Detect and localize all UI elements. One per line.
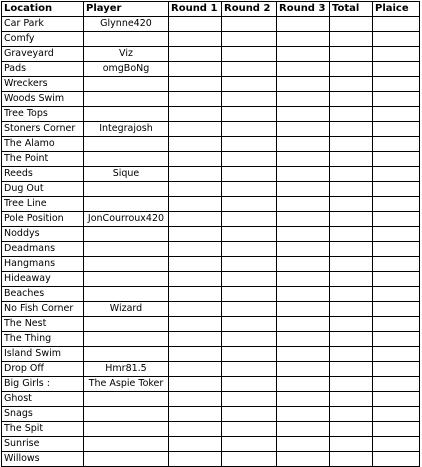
cell-location: Woods Swim: [2, 92, 84, 107]
cell-total: [330, 17, 373, 32]
cell-round-3: [277, 452, 330, 467]
cell-location: Graveyard: [2, 47, 84, 62]
cell-player: Sique: [84, 167, 169, 182]
cell-player: [84, 77, 169, 92]
header-round-1: Round 1: [169, 2, 222, 17]
table-row: [2, 77, 420, 92]
header-plaice: Plaice: [373, 2, 420, 17]
cell-player: [84, 287, 169, 302]
cell-plaice: [373, 347, 420, 362]
table-row: [2, 197, 420, 212]
table-row: [2, 332, 420, 347]
cell-location: Ghost: [2, 392, 84, 407]
cell-round-2: [222, 197, 277, 212]
cell-plaice: [373, 452, 420, 467]
cell-player: [84, 272, 169, 287]
cell-plaice: [373, 92, 420, 107]
cell-plaice: [373, 212, 420, 227]
cell-round-1: [169, 377, 222, 392]
cell-plaice: [373, 197, 420, 212]
cell-round-1: [169, 317, 222, 332]
cell-round-2: [222, 362, 277, 377]
header-round-3: Round 3: [277, 2, 330, 17]
cell-round-2: [222, 377, 277, 392]
cell-round-1: [169, 422, 222, 437]
cell-round-1: [169, 77, 222, 92]
cell-round-2: [222, 302, 277, 317]
cell-round-1: [169, 122, 222, 137]
cell-round-2: [222, 272, 277, 287]
cell-location: The Alamo: [2, 137, 84, 152]
cell-round-2: [222, 137, 277, 152]
cell-round-3: [277, 92, 330, 107]
cell-total: [330, 377, 373, 392]
cell-round-2: [222, 287, 277, 302]
cell-round-1: [169, 152, 222, 167]
cell-location: Noddys: [2, 227, 84, 242]
table-row: [2, 362, 420, 377]
cell-round-1: [169, 17, 222, 32]
cell-player: [84, 257, 169, 272]
cell-round-2: [222, 167, 277, 182]
cell-player: The Aspie Toker: [84, 377, 169, 392]
cell-round-1: [169, 272, 222, 287]
cell-round-1: [169, 212, 222, 227]
cell-plaice: [373, 302, 420, 317]
cell-round-3: [277, 122, 330, 137]
cell-plaice: [373, 422, 420, 437]
cell-plaice: [373, 377, 420, 392]
cell-round-1: [169, 227, 222, 242]
cell-total: [330, 92, 373, 107]
cell-total: [330, 437, 373, 452]
table-row: [2, 17, 420, 32]
cell-round-2: [222, 212, 277, 227]
cell-round-3: [277, 227, 330, 242]
cell-round-1: [169, 32, 222, 47]
cell-round-3: [277, 422, 330, 437]
cell-round-3: [277, 287, 330, 302]
cell-round-2: [222, 227, 277, 242]
cell-total: [330, 407, 373, 422]
cell-round-1: [169, 302, 222, 317]
table-row: [2, 62, 420, 77]
cell-total: [330, 302, 373, 317]
table-row: [2, 152, 420, 167]
cell-location: Hideaway: [2, 272, 84, 287]
cell-location: Tree Tops: [2, 107, 84, 122]
table-row: [2, 422, 420, 437]
cell-player: [84, 197, 169, 212]
cell-location: Beaches: [2, 287, 84, 302]
cell-total: [330, 47, 373, 62]
cell-round-1: [169, 182, 222, 197]
cell-player: [84, 422, 169, 437]
cell-plaice: [373, 107, 420, 122]
cell-round-1: [169, 242, 222, 257]
cell-plaice: [373, 77, 420, 92]
cell-plaice: [373, 182, 420, 197]
cell-player: [84, 227, 169, 242]
cell-player: [84, 152, 169, 167]
cell-round-3: [277, 332, 330, 347]
cell-round-3: [277, 257, 330, 272]
cell-round-1: [169, 197, 222, 212]
table-body: [2, 17, 420, 467]
cell-player: [84, 407, 169, 422]
header-round-2: Round 2: [222, 2, 277, 17]
cell-round-2: [222, 407, 277, 422]
table-row: [2, 212, 420, 227]
cell-round-1: [169, 452, 222, 467]
cell-round-2: [222, 317, 277, 332]
cell-round-3: [277, 17, 330, 32]
cell-total: [330, 227, 373, 242]
cell-round-3: [277, 32, 330, 47]
cell-plaice: [373, 47, 420, 62]
cell-player: [84, 452, 169, 467]
cell-round-1: [169, 62, 222, 77]
cell-player: Viz: [84, 47, 169, 62]
cell-total: [330, 287, 373, 302]
cell-plaice: [373, 227, 420, 242]
cell-location: Hangmans: [2, 257, 84, 272]
cell-location: The Point: [2, 152, 84, 167]
cell-location: The Nest: [2, 317, 84, 332]
cell-round-2: [222, 17, 277, 32]
table-row: [2, 452, 420, 467]
table-row: [2, 272, 420, 287]
cell-round-1: [169, 362, 222, 377]
cell-round-3: [277, 272, 330, 287]
cell-round-3: [277, 77, 330, 92]
cell-round-2: [222, 452, 277, 467]
cell-round-3: [277, 62, 330, 77]
cell-player: [84, 392, 169, 407]
cell-total: [330, 347, 373, 362]
cell-plaice: [373, 17, 420, 32]
cell-round-2: [222, 422, 277, 437]
cell-total: [330, 317, 373, 332]
cell-plaice: [373, 437, 420, 452]
table-row: [2, 407, 420, 422]
cell-total: [330, 77, 373, 92]
cell-location: Dug Out: [2, 182, 84, 197]
table-row: [2, 437, 420, 452]
cell-total: [330, 137, 373, 152]
table-row: [2, 122, 420, 137]
cell-round-3: [277, 212, 330, 227]
cell-location: Deadmans: [2, 242, 84, 257]
cell-round-2: [222, 347, 277, 362]
fishing-match-table: [1, 1, 420, 467]
cell-location: Car Park: [2, 17, 84, 32]
cell-total: [330, 362, 373, 377]
cell-location: The Spit: [2, 422, 84, 437]
cell-total: [330, 62, 373, 77]
cell-player: Wizard: [84, 302, 169, 317]
cell-total: [330, 257, 373, 272]
table-row: [2, 287, 420, 302]
table-row: [2, 182, 420, 197]
cell-player: omgBoNg: [84, 62, 169, 77]
table-row: [2, 137, 420, 152]
cell-round-2: [222, 437, 277, 452]
cell-round-2: [222, 92, 277, 107]
cell-round-1: [169, 347, 222, 362]
table-row: [2, 92, 420, 107]
cell-location: Big Girls :: [2, 377, 84, 392]
cell-round-3: [277, 302, 330, 317]
cell-player: [84, 107, 169, 122]
cell-plaice: [373, 152, 420, 167]
cell-player: [84, 332, 169, 347]
cell-round-3: [277, 407, 330, 422]
cell-total: [330, 212, 373, 227]
cell-total: [330, 272, 373, 287]
table-row: [2, 167, 420, 182]
cell-location: No Fish Corner: [2, 302, 84, 317]
cell-round-2: [222, 122, 277, 137]
cell-location: The Thing: [2, 332, 84, 347]
cell-location: Island Swim: [2, 347, 84, 362]
cell-location: Wreckers: [2, 77, 84, 92]
cell-round-3: [277, 167, 330, 182]
header-row: [2, 2, 420, 17]
cell-player: [84, 347, 169, 362]
cell-plaice: [373, 242, 420, 257]
cell-round-3: [277, 107, 330, 122]
cell-round-1: [169, 257, 222, 272]
cell-round-1: [169, 107, 222, 122]
cell-location: Comfy: [2, 32, 84, 47]
cell-player: Hmr81.5: [84, 362, 169, 377]
cell-round-1: [169, 392, 222, 407]
cell-player: Glynne420: [84, 17, 169, 32]
cell-round-3: [277, 182, 330, 197]
cell-location: Drop Off: [2, 362, 84, 377]
cell-plaice: [373, 137, 420, 152]
cell-plaice: [373, 332, 420, 347]
cell-total: [330, 242, 373, 257]
cell-plaice: [373, 122, 420, 137]
cell-total: [330, 422, 373, 437]
cell-round-2: [222, 392, 277, 407]
cell-round-3: [277, 197, 330, 212]
cell-round-3: [277, 392, 330, 407]
header-player: Player: [84, 2, 169, 17]
cell-plaice: [373, 257, 420, 272]
cell-plaice: [373, 362, 420, 377]
cell-round-2: [222, 257, 277, 272]
cell-round-2: [222, 47, 277, 62]
cell-location: Pads: [2, 62, 84, 77]
cell-location: Willows: [2, 452, 84, 467]
cell-player: Integrajosh: [84, 122, 169, 137]
cell-round-1: [169, 437, 222, 452]
cell-location: Snags: [2, 407, 84, 422]
cell-plaice: [373, 32, 420, 47]
cell-player: [84, 32, 169, 47]
table-row: [2, 107, 420, 122]
table-row: [2, 257, 420, 272]
cell-total: [330, 32, 373, 47]
cell-player: [84, 92, 169, 107]
table-row: [2, 47, 420, 62]
cell-location: Pole Position: [2, 212, 84, 227]
cell-total: [330, 392, 373, 407]
cell-round-1: [169, 92, 222, 107]
cell-round-1: [169, 47, 222, 62]
cell-round-3: [277, 377, 330, 392]
cell-total: [330, 152, 373, 167]
cell-round-3: [277, 47, 330, 62]
cell-total: [330, 122, 373, 137]
cell-round-1: [169, 332, 222, 347]
cell-round-3: [277, 437, 330, 452]
cell-round-3: [277, 137, 330, 152]
cell-round-1: [169, 287, 222, 302]
cell-player: [84, 437, 169, 452]
cell-round-3: [277, 347, 330, 362]
cell-round-2: [222, 152, 277, 167]
cell-plaice: [373, 287, 420, 302]
cell-location: Reeds: [2, 167, 84, 182]
cell-round-2: [222, 332, 277, 347]
cell-round-2: [222, 242, 277, 257]
cell-round-2: [222, 77, 277, 92]
table-row: [2, 227, 420, 242]
cell-total: [330, 167, 373, 182]
cell-player: [84, 137, 169, 152]
cell-round-3: [277, 362, 330, 377]
cell-round-2: [222, 32, 277, 47]
cell-round-1: [169, 407, 222, 422]
table-row: [2, 242, 420, 257]
cell-plaice: [373, 62, 420, 77]
cell-total: [330, 332, 373, 347]
cell-location: Tree Line: [2, 197, 84, 212]
table-row: [2, 32, 420, 47]
cell-player: [84, 242, 169, 257]
table-row: [2, 347, 420, 362]
cell-plaice: [373, 272, 420, 287]
cell-round-3: [277, 152, 330, 167]
table-row: [2, 317, 420, 332]
cell-total: [330, 107, 373, 122]
table-row: [2, 377, 420, 392]
cell-location: Sunrise: [2, 437, 84, 452]
cell-round-1: [169, 167, 222, 182]
cell-plaice: [373, 407, 420, 422]
header-location: Location: [2, 2, 84, 17]
header-total: Total: [330, 2, 373, 17]
cell-round-1: [169, 137, 222, 152]
cell-round-3: [277, 317, 330, 332]
cell-plaice: [373, 167, 420, 182]
table-row: [2, 392, 420, 407]
cell-round-2: [222, 182, 277, 197]
cell-round-3: [277, 242, 330, 257]
cell-plaice: [373, 317, 420, 332]
table-row: [2, 302, 420, 317]
cell-round-2: [222, 62, 277, 77]
cell-player: [84, 182, 169, 197]
cell-player: JonCourroux420: [84, 212, 169, 227]
cell-player: [84, 317, 169, 332]
cell-total: [330, 182, 373, 197]
cell-round-2: [222, 107, 277, 122]
cell-plaice: [373, 392, 420, 407]
cell-total: [330, 452, 373, 467]
cell-location: Stoners Corner: [2, 122, 84, 137]
cell-total: [330, 197, 373, 212]
